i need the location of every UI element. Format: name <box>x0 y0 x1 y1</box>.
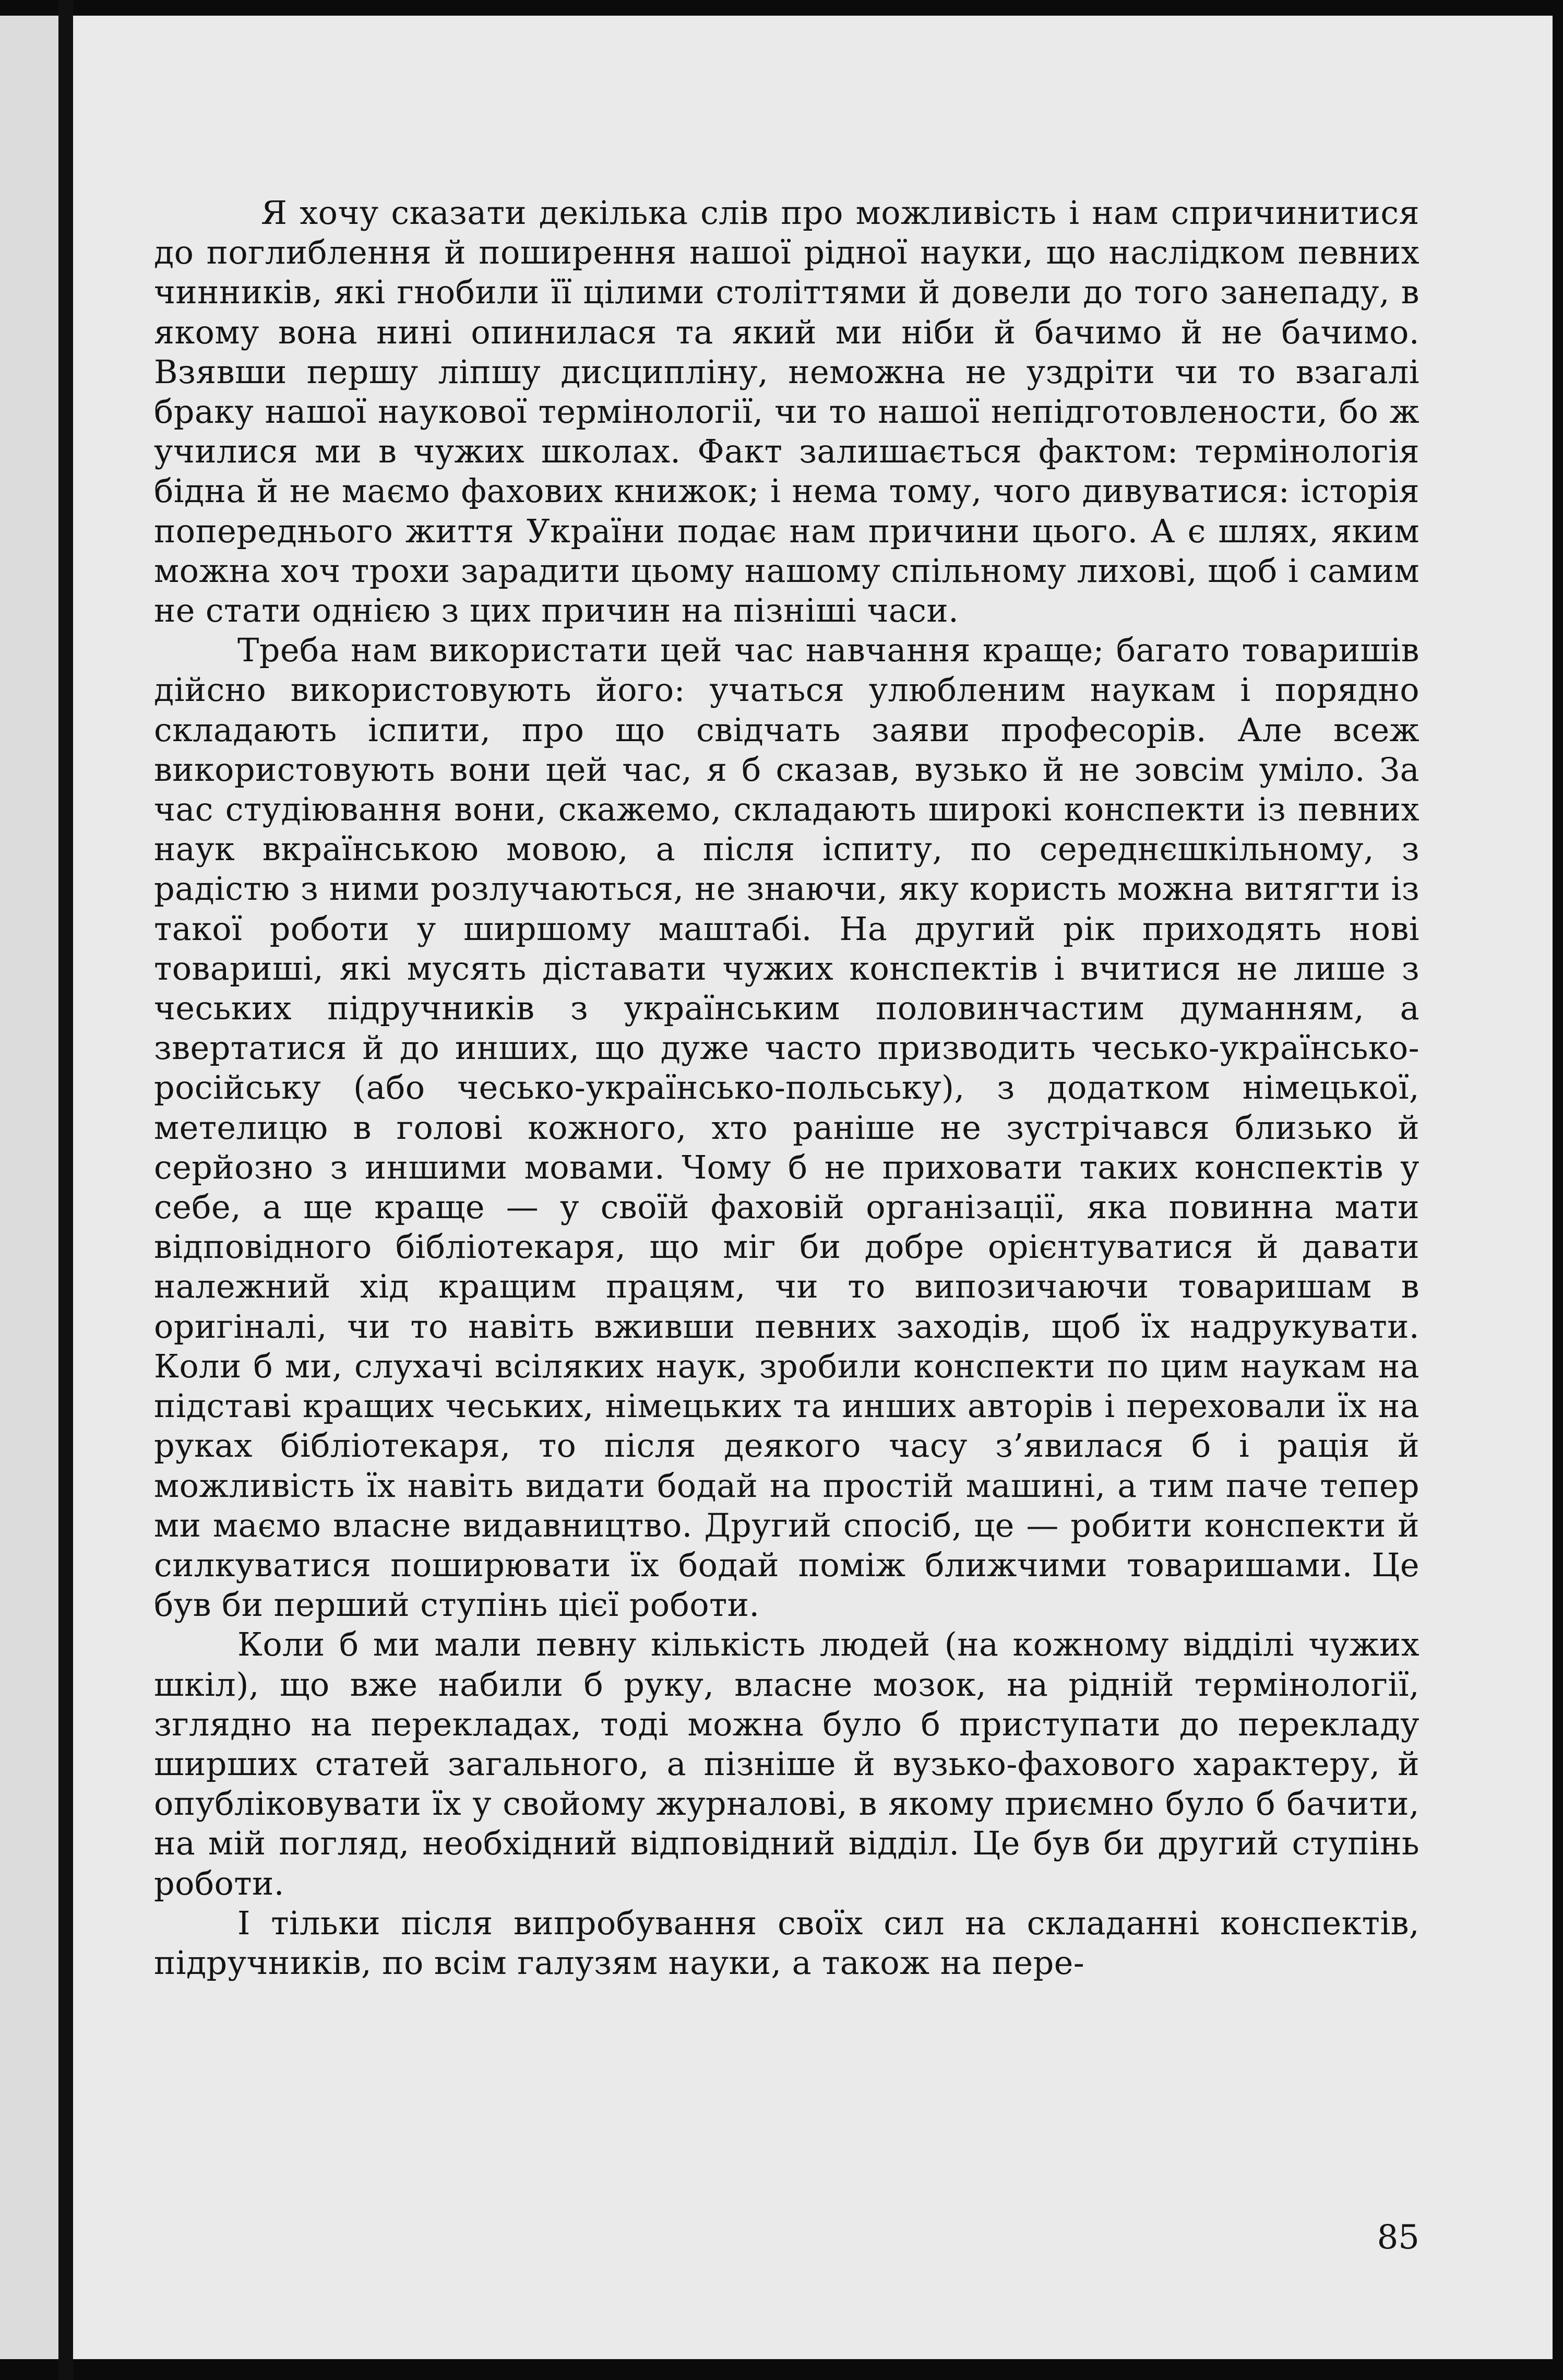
facing-page-edge <box>0 16 58 2359</box>
paragraph-1: Я хочу сказати декілька слів про можливість і нам спричинитися до поглиблення й поширення нашої рідної науки, що наслідком певних чинників, які гнобили її цілими століттями й довели до того занепаду, в якому вона нині опинилася та який ми ніби й бачимо й не бачимо. Взявши першу ліпшу дисципліну, неможна не уздріти чи то взагалі браку нашої наукової термінології, чи то нашої непідготовлености, бо ж училися ми в чужих школах. Факт залишається фактом: термінологія бідна й не маємо фахових книжок; і нема тому, чого дивуватися: історія попереднього життя України подає нам причини цього. А є шлях, яким можна хоч трохи зарадити цьому нашому спільному лихові, щоб і самим не стати однією з цих причин на пізніші часи. <box>154 194 1419 630</box>
paragraph-2: Треба нам використати цей час навчання краще; багато товаришів дійсно використовують його: учаться улюбленим наукам і порядно складають іспити, про що свідчать заяви професорів. Але всеж використовують вони цей час, я б сказав, вузько й не зовсім уміло. За час студіювання вони, скажемо, складають широкі конспекти із певних наук вкраїнською мовою, а після іспиту, по середнєшкільному, з радістю з ними розлучаються, не знаючи, яку користь можна витягти із такої роботи у ширшому маштабі. На другий рік приходять нові товариші, які мусять діставати чужих конспектів і вчитися не лише з чеських підручників з українським половинчастим думанням, а звертатися й до инших, що дуже часто призводить чесько-українсько-російську (або чесько-українсько-польську), з додатком німецької, метелицю в голові кожного, хто раніше не зустрічався близько й серйозно з иншими мовами. Чому б не приховати таких конспектів у себе, а ще краще — у своїй фаховій організації, яка повинна мати відповідного бібліотекаря, що міг би добре орієнтуватися й давати належний хід кращим працям, чи то випозичаючи товаришам в оригіналі, чи то навіть вживши певних заходів, щоб їх надрукувати. Коли б ми, слухачі всіляких наук, зробили конспекти по цим наукам на підставі кращих чеських, німецьких та инших авторів і переховали їх на руках бібліотекаря, то після деякого часу з’явилася б і рація й можливість їх навіть видати бодай на простій машині, а тим паче тепер ми маємо власне видавництво. Другий спосіб, це — робити конспекти й силкуватися поширювати їх бодай поміж ближчими товаришами. Це був би перший ступінь цієї роботи. <box>154 631 1419 1624</box>
paragraph-3: Коли б ми мали певну кількість людей (на кожному відділі чужих шкіл), що вже набили б руку, власне мозок, на рідній термінології, зглядно на перекладах, тоді можна було б приступати до перекладу ширших статей загального, а пізніше й вузько-фахового характеру, й опубліковувати їх у свойому журналові, в якому приємно було б бачити, на мій погляд, необхідний відповідний відділ. Це був би другий ступінь роботи. <box>154 1625 1419 1902</box>
page-number: 85 <box>1377 2218 1419 2257</box>
book-page <box>73 16 1553 2359</box>
page-body-text <box>154 193 1419 1983</box>
book-spine-shadow <box>58 0 73 2380</box>
paragraph-4: І тільки після випробування своїх сил на складанні конспектів, підручників, по всім галузям науки, а також на пере- <box>154 1903 1419 1982</box>
